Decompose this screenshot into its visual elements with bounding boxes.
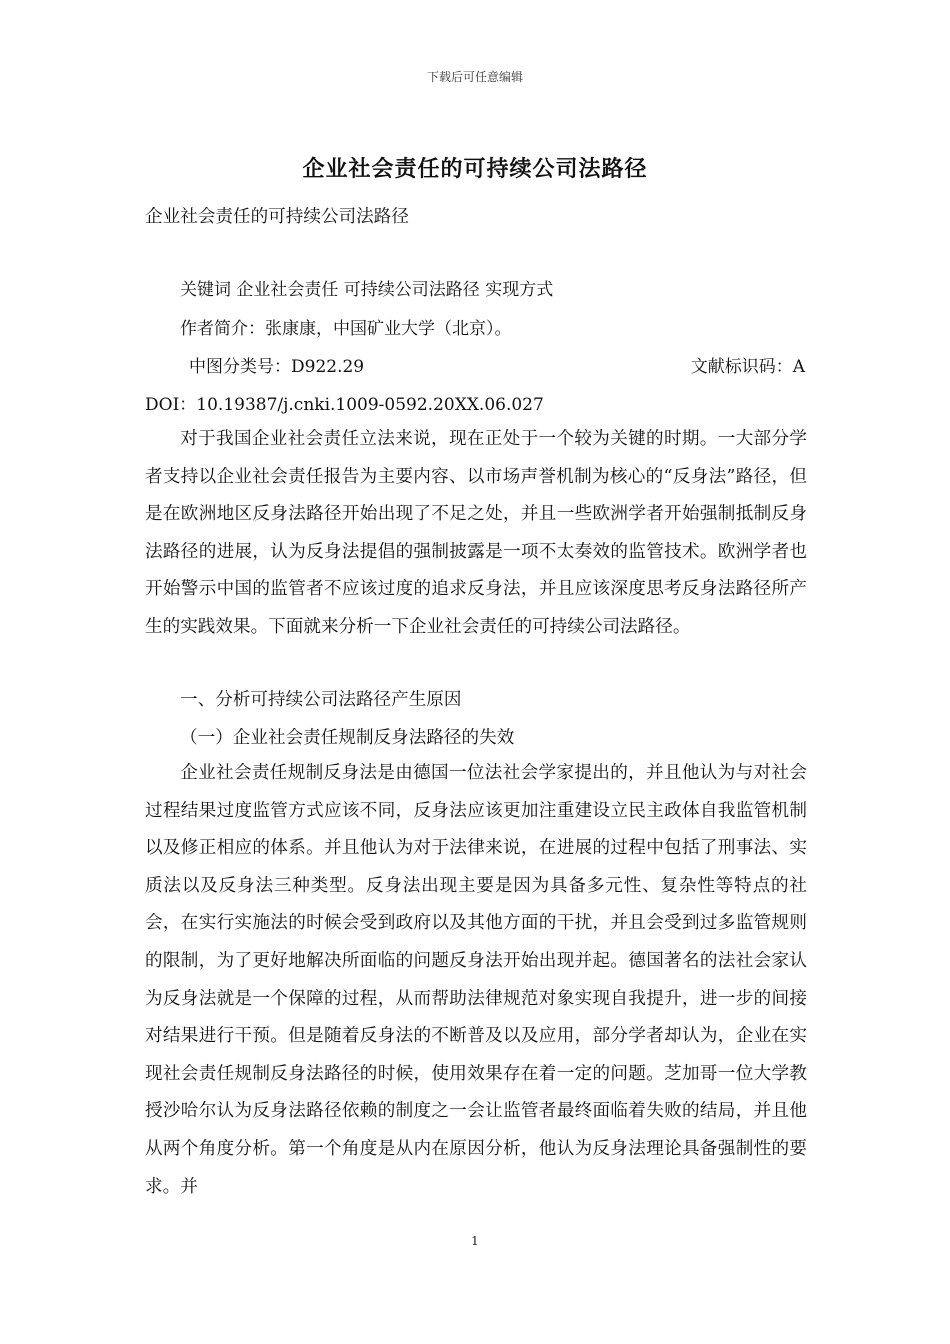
paragraph-intro: 对于我国企业社会责任立法来说，现在正处于一个较为关键的时期。一大部分学者支持以企业社会责任报告为主要内容、以市场声誉机制为核心的“反身法”路径，但是在欧洲地区反身法路径开始出现了不足之处，并且一些欧洲学者开始强制抵制反身法路径的进展，认为反身法提倡的强制披露是一项不太奏效的监管技术。欧洲学者也开始警示中国的监管者不应该过度的追求反身法，并且应该深度思考反身法路径所产生的实践效果。下面就来分析一下企业社会责任的可持续公司法路径。 <box>145 429 807 637</box>
document-code: 文献标识码：A <box>690 357 805 377</box>
keywords-line: 关键词 企业社会责任 可持续公司法路径 实现方式 <box>180 280 554 300</box>
author-line: 作者简介：张康康，中国矿业大学（北京）。 <box>180 319 512 339</box>
doi-line: DOI：10.19387/j.cnki.1009-0592.20XX.06.027 <box>145 395 544 415</box>
paragraph-body: 企业社会责任规制反身法是由德国一位法社会学家提出的，并且他认为与对社会过程结果过度监管方式应该不同，反身法应该更加注重建设立民主政体自我监管机制以及修正相应的体系。并且他认为对于法律来说，在进展的过程中包括了刑事法、实质法以及反身法三种类型。反身法出现主要是因为具备多元性、复杂性等特点的社会，在实行实施法的时候会受到政府以及其他方面的干扰，并且会受到过多监管规则的限制，为了更好地解决所面临的问题反身法开始出现并起。德国著名的法社会家认为反身法就是一个保障的过程，从而帮助法律规范对象实现自我提升，进一步的间接对结果进行干预。但是随着反身法的不断普及以及应用，部分学者却认为，企业在实现社会责任规制反身法路径的时候，使用效果存在着一定的问题。芝加哥一位大学教授沙哈尔认为反身法路径依赖的制度之一会让监管者最终面临着失败的结局，并且他从两个角度分析。第一个角度是从内在原因分析，他认为反身法理论具备强制性的要求。并 <box>145 763 807 1197</box>
classification-number: 中图分类号：D922.29 <box>189 357 365 377</box>
subsection-heading: （一）企业社会责任规制反身法路径的失效 <box>180 728 515 748</box>
page-number: 1 <box>471 1234 479 1248</box>
document-subtitle: 企业社会责任的可持续公司法路径 <box>145 207 409 227</box>
document-title: 企业社会责任的可持续公司法路径 <box>302 156 648 182</box>
header-note: 下载后可任意编辑 <box>426 70 523 84</box>
section-heading: 一、分析可持续公司法路径产生原因 <box>180 690 462 710</box>
